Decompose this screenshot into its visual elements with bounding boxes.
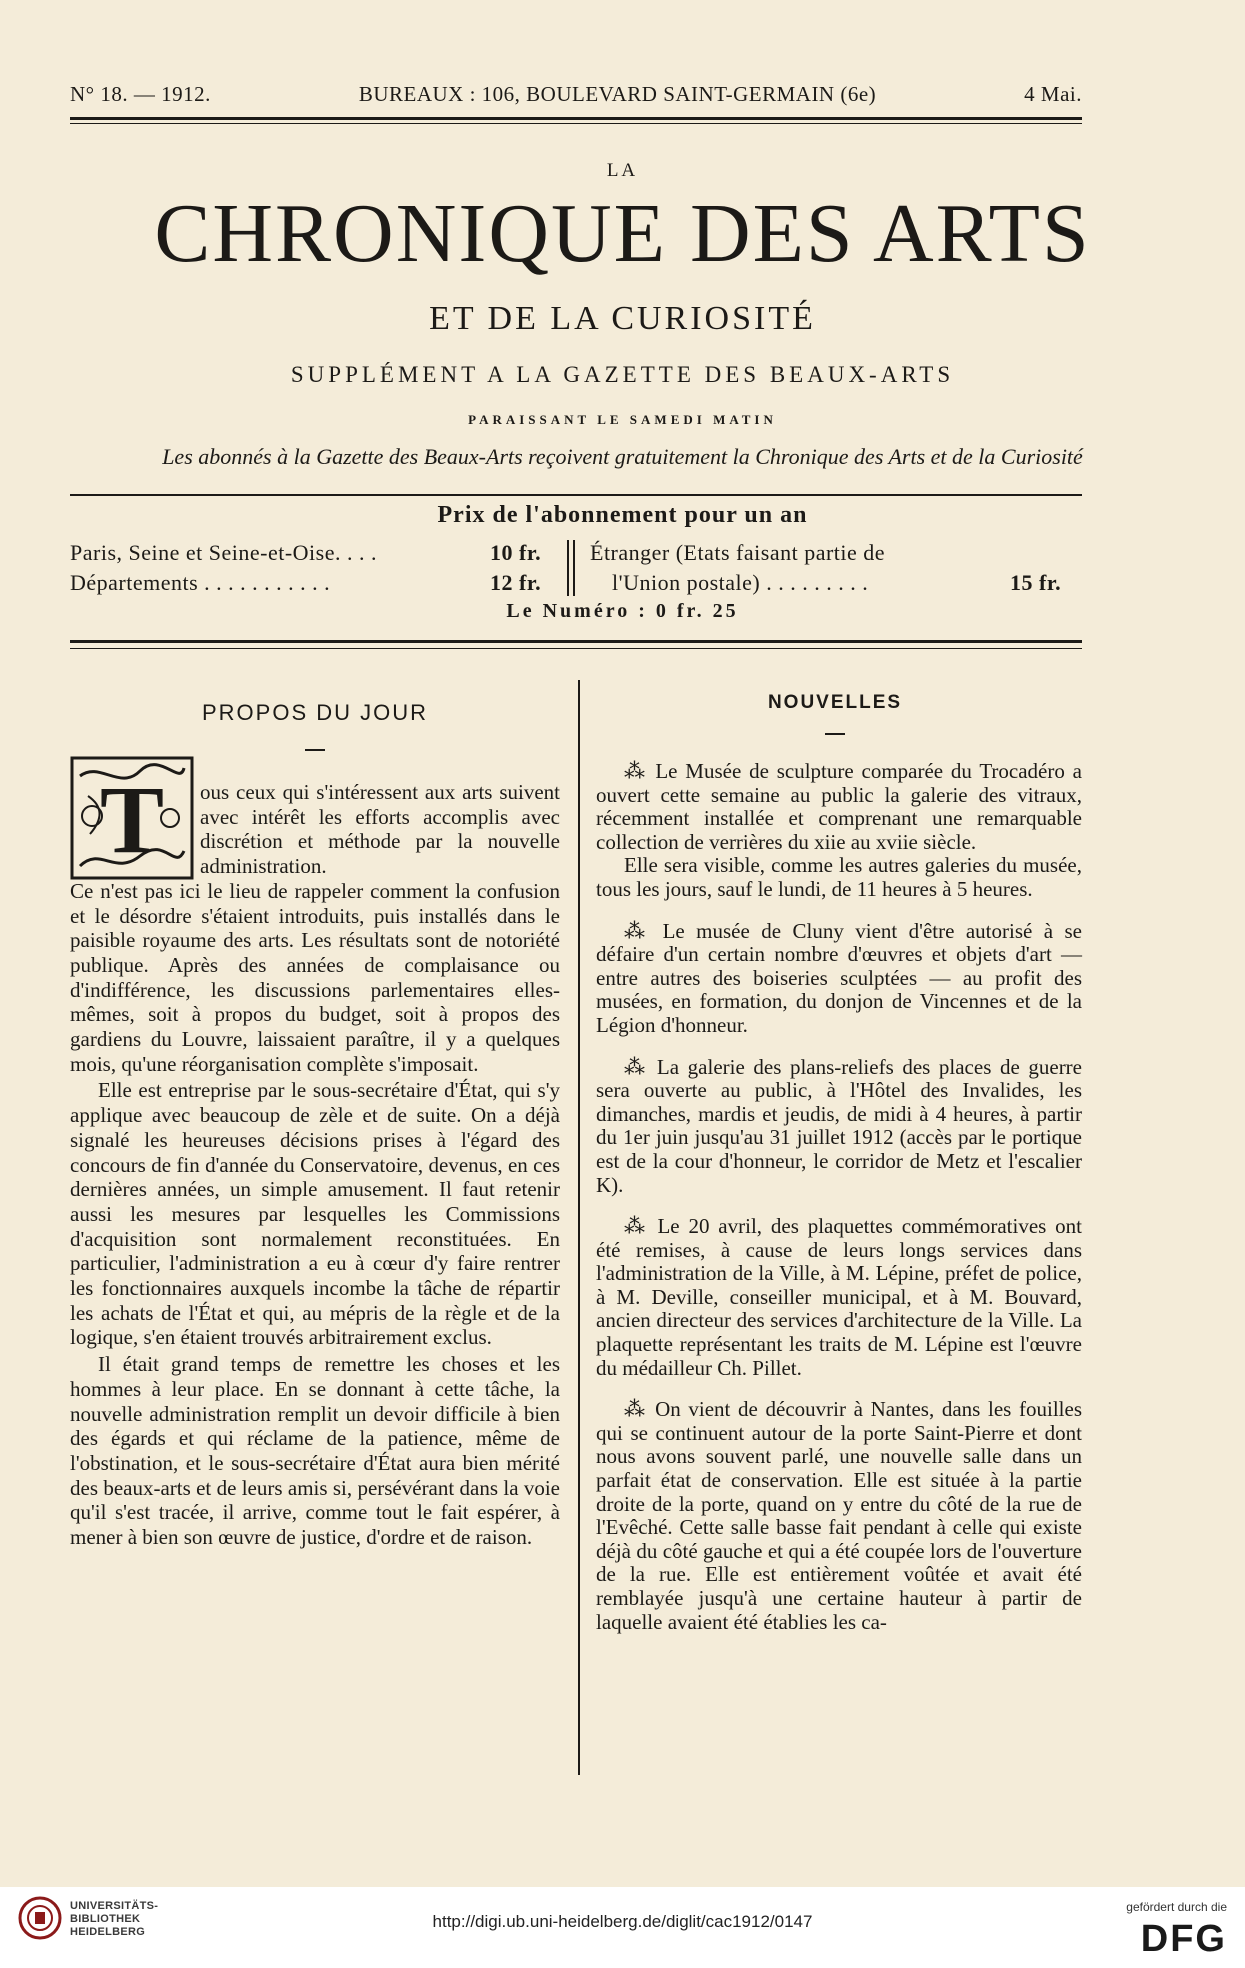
bureaux-address: BUREAUX : 106, BOULEVARD SAINT-GERMAIN (6e) [358, 82, 877, 106]
university-library-label: UNIVERSITÄTS- BIBLIOTHEK HEIDELBERG [70, 1900, 159, 1938]
nouvelle-item: ⁂ Le musée de Cluny vient d'être autorisé à se défaire d'un certain nombre d'œuvres et objets d'art — entre autres des boiseries sculptées — au profit des musées, en formation, du donjon de Vincennes et de la Légion d'honneur. [596, 918, 1082, 1037]
nouvelle-item: ⁂ Le Musée de sculpture comparée du Trocadéro a ouvert cette semaine au public la galerie des vitraux, récemment installée et comprenant une remarquable collection de verrières du xiie au xviie siècle. [596, 759, 1082, 854]
single-issue-price: Le Numéro : 0 fr. 25 [506, 600, 739, 622]
publication-schedule: PARAISSANT LE SAMEDI MATIN [468, 412, 777, 427]
issue-number: N° 18. — 1912. [70, 82, 211, 106]
propos-heading-dash [305, 749, 325, 751]
price-departements: 12 fr. [490, 570, 542, 595]
column-divider [578, 680, 580, 1775]
top-rule [70, 117, 1082, 120]
rule-below-prices [70, 640, 1082, 643]
price-paris-label: Paris, Seine et Seine-et-Oise. . . . [70, 540, 377, 565]
dfg-logo: DFG [1140, 1918, 1227, 1960]
rule-above-prices [70, 494, 1082, 496]
propos-paragraph-1-start: ous ceux qui s'intéressent aux arts suivent avec intérêt les efforts accomplis avec discrétion et méthode par la nouvelle administration. [200, 780, 560, 879]
subscriber-note: Les abonnés à la Gazette des Beaux-Arts reçoivent gratuitement la Chronique des Arts et de la Curiosité [162, 444, 1083, 469]
price-etranger-line1: Étranger (Etats faisant partie de [590, 540, 886, 565]
propos-body [70, 780, 560, 1550]
publication-subtitle: ET DE LA CURIOSITÉ [429, 300, 816, 337]
price-dept-label: Départements . . . . . . . . . . . [70, 570, 331, 595]
nouvelles-heading: NOUVELLES [767, 692, 903, 713]
funding-note: gefördert durch die [1126, 1900, 1227, 1914]
price-paris: 10 fr. [490, 540, 542, 565]
nouvelle-item: Elle sera visible, comme les autres galeries du musée, tous les jours, sauf le lundi, de 11 heures à 5 heures. [596, 853, 1082, 901]
issue-date: 4 Mai. [1024, 82, 1082, 106]
nouvelle-item: ⁂ La galerie des plans-reliefs des places de guerre sera ouverte au public, à l'Hôtel des Invalides, les dimanches, mardis et jeudis, de midi à 4 heures, à partir du 1er juin jusqu'au 31 juillet 1912 (accès par le portique est de la cour d'honneur, le corridor de Metz et l'escalier K). [596, 1054, 1082, 1197]
nouvelle-item: ⁂ Le 20 avril, des plaquettes commémoratives ont été remises, à cause de leurs longs services dans l'administration de la Ville, à M. Lépine, préfet de police, à M. Deville, conseiller municipal, et à M. Bouvard, ancien directeur des services d'architecture de la Ville. La plaquette représentant les traits de M. Lépine est l'œuvre du médailleur Ch. Pillet. [596, 1214, 1082, 1380]
publication-title: CHRONIQUE DES ARTS [154, 187, 1091, 280]
propos-paragraph-3: Il était grand temps de remettre les choses et les hommes à leur place. En se donnant à cette tâche, la nouvelle administration remplit un devoir difficile à bien des égards et qui réclame de la patience, même de l'obstination, et le sous-secrétaire d'État aura bien mérité des beaux-arts et de leurs amis si, persévérant dans la voie qu'il s'est tracée, il arrive, comme tout le fait espérer, à mener à bien son œuvre de justice, d'ordre et de raison. [70, 1352, 560, 1550]
nouvelles-body [596, 760, 1082, 1634]
supplement-line: SUPPLÉMENT A LA GAZETTE DES BEAUX-ARTS [290, 362, 955, 387]
title-article: LA [606, 160, 639, 181]
svg-text:T: T [99, 766, 165, 873]
propos-paragraph-1-cont: Ce n'est pas ici le lieu de rappeler comment la confusion et le désordre s'étaient introduits, puis installés dans le paisible royaume des arts. Les résultats sont de notoriété publique. Après des années de complaisance ou d'indifférence, les discussions parlementaires elles-mêmes, soit à propos du budget, soit à propos des gardiens du Louvre, laissaient paraître, il y a quelques mois, qu'une réorganisation complète s'imposait. [70, 878, 560, 1076]
rule-below-prices-thin [70, 648, 1082, 649]
masthead-topline [70, 82, 1082, 107]
price-heading: Prix de l'abonnement pour un an [437, 502, 808, 528]
nouvelles-heading-dash [825, 733, 845, 735]
nouvelle-item: ⁂ On vient de découvrir à Nantes, dans les fouilles qui se continuent autour de la porte Saint-Pierre et dont nous avons souvent parlé, une nouvelle salle dans un parfait état de conservation. Elle est située à la partie droite de la porte, quand on y entre du côté de la rue de l'Evêché. Cette salle basse fait pendant à celle qui existe déjà du côté gauche et qui a été coupée lors de l'ouverture de la rue. Elle est entièrement voûtée et avait été remblayée jusqu'à une certaine hauteur à partir de laquelle avaient été établies les ca- [596, 1397, 1082, 1634]
price-etranger: 15 fr. [1010, 570, 1062, 595]
source-url-link[interactable]: http://digi.ub.uni-heidelberg.de/diglit/cac1912/0147 [432, 1912, 813, 1931]
propos-heading: PROPOS DU JOUR [201, 700, 429, 725]
top-rule-thin [70, 123, 1082, 124]
price-divider-right [573, 540, 575, 596]
price-divider-left [567, 540, 569, 596]
price-etranger-line2: l'Union postale) . . . . . . . . . [612, 570, 869, 595]
propos-paragraph-2: Elle est entreprise par le sous-secrétaire d'État, qui s'y applique avec beaucoup de zèle et de suite. On a déjà signalé les heureuses décisions prises à l'égard des concours de fin d'année du Conservatoire, devenus, en ces dernières années, un simple amusement. Il faut retenir aussi les mesures par lesquelles les Commissions d'acquisition sont normalement reconstituées. En particulier, l'administration a eu à cœur d'y faire rentrer les fonctionnaires auxquels incombe la tâche de répartir les achats de l'État et qui, au mépris de la règle et de la logique, s'en étaient trouvés arbitrairement exclus. [70, 1078, 560, 1350]
